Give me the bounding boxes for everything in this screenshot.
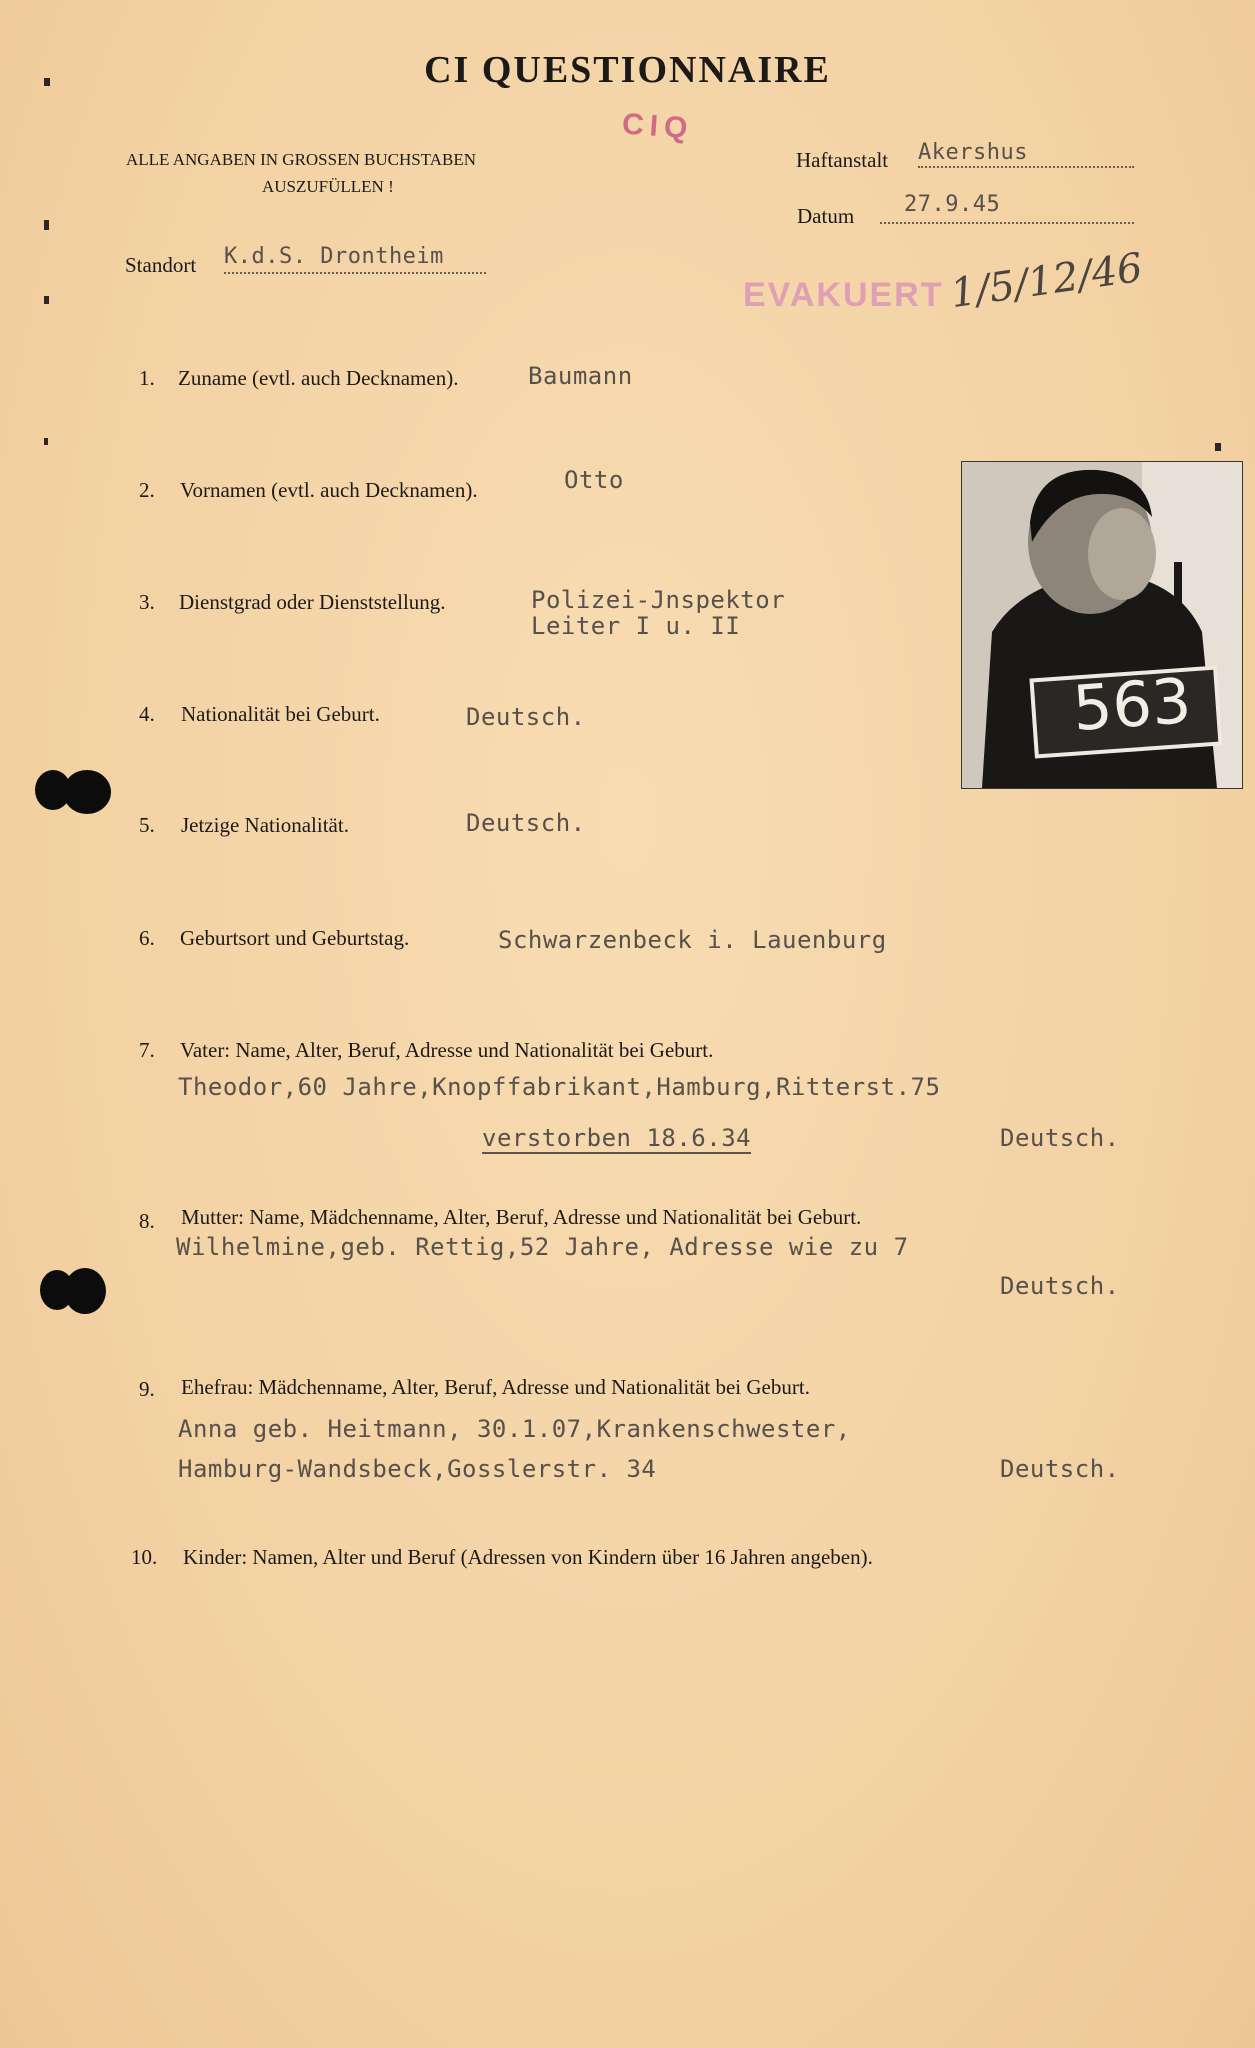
item-7-value-line1: Theodor,60 Jahre,Knopffabrikant,Hamburg,Ritterst.75	[178, 1073, 941, 1101]
item-8-label: Mutter: Name, Mädchenname, Alter, Beruf, Adresse und Nationalität bei Geburt.	[181, 1205, 862, 1229]
staple-mark	[1215, 443, 1221, 451]
instructions-line2: AUSZUFÜLLEN !	[262, 177, 394, 196]
item-2-label: Vornamen (evtl. auch Decknamen).	[180, 478, 478, 502]
item-3-value-line2: Leiter I u. II	[531, 612, 741, 640]
instructions-line1: ALLE ANGABEN IN GROSSEN BUCHSTABEN	[126, 150, 476, 169]
item-4-value: Deutsch.	[466, 703, 586, 731]
item-1-label: Zuname (evtl. auch Decknamen).	[178, 366, 459, 390]
item-9-label: Ehefrau: Mädchenname, Alter, Beruf, Adresse und Nationalität bei Geburt.	[181, 1375, 810, 1399]
haftanstalt-field	[918, 140, 1134, 168]
datum-label: Datum	[797, 204, 855, 228]
evakuert-date-handwritten: 1/5/12/46	[947, 244, 1146, 318]
item-4-number: 4.	[139, 702, 155, 726]
item-7-nationality: Deutsch.	[1000, 1124, 1120, 1152]
photo-number-board: 563	[1070, 663, 1194, 746]
item-1-number: 1.	[139, 366, 155, 390]
item-6-label: Geburtsort und Geburtstag.	[180, 926, 410, 950]
item-6-number: 6.	[139, 926, 155, 950]
standort-value: K.d.S. Drontheim	[224, 244, 444, 269]
item-8-nationality: Deutsch.	[1000, 1272, 1120, 1300]
punch-hole	[63, 770, 111, 814]
haftanstalt-label: Haftanstalt	[796, 148, 889, 172]
standort-label: Standort	[125, 253, 197, 277]
item-10-number: 10.	[131, 1545, 158, 1569]
item-5-value: Deutsch.	[466, 809, 586, 837]
item-9-value-line2: Hamburg-Wandsbeck,Gosslerstr. 34	[178, 1455, 657, 1483]
item-4-label: Nationalität bei Geburt.	[181, 702, 380, 726]
item-9-nationality: Deutsch.	[1000, 1455, 1120, 1483]
datum-value: 27.9.45	[904, 192, 1001, 217]
punch-hole	[64, 1268, 106, 1314]
item-2-number: 2.	[139, 478, 155, 502]
staple-mark	[44, 438, 48, 445]
ciq-stamp: CIQ	[620, 107, 695, 146]
item-7-label: Vater: Name, Alter, Beruf, Adresse und Nationalität bei Geburt.	[180, 1038, 714, 1062]
item-3-number: 3.	[139, 590, 155, 614]
haftanstalt-value: Akershus	[918, 140, 1028, 165]
item-10-label: Kinder: Namen, Alter und Beruf (Adressen von Kindern über 16 Jahren angeben).	[183, 1545, 873, 1569]
item-1-value: Baumann	[528, 362, 633, 390]
evakuert-stamp: EVAKUERT	[743, 276, 944, 314]
page-title: CI QUESTIONNAIRE	[424, 49, 831, 91]
standort-field	[224, 244, 486, 274]
item-3-value-line1: Polizei-Jnspektor	[531, 586, 786, 614]
item-6-value: Schwarzenbeck i. Lauenburg	[498, 926, 887, 954]
item-7-value-line2: verstorben 18.6.34	[482, 1124, 752, 1152]
item-7-number: 7.	[139, 1038, 155, 1062]
staple-mark	[44, 296, 49, 304]
item-2-value: Otto	[564, 466, 624, 494]
item-9-number: 9.	[139, 1377, 155, 1401]
datum-field	[880, 192, 1134, 224]
item-5-label: Jetzige Nationalität.	[181, 813, 349, 837]
item-8-value-line1: Wilhelmine,geb. Rettig,52 Jahre, Adresse wie zu 7	[176, 1233, 909, 1261]
prisoner-photo	[962, 462, 1242, 788]
item-3-label: Dienstgrad oder Dienststellung.	[179, 590, 446, 614]
staple-mark	[44, 78, 50, 86]
staple-mark	[44, 220, 49, 230]
item-5-number: 5.	[139, 813, 155, 837]
item-8-number: 8.	[139, 1209, 155, 1233]
item-9-value-line1: Anna geb. Heitmann, 30.1.07,Krankenschwester,	[178, 1415, 851, 1443]
